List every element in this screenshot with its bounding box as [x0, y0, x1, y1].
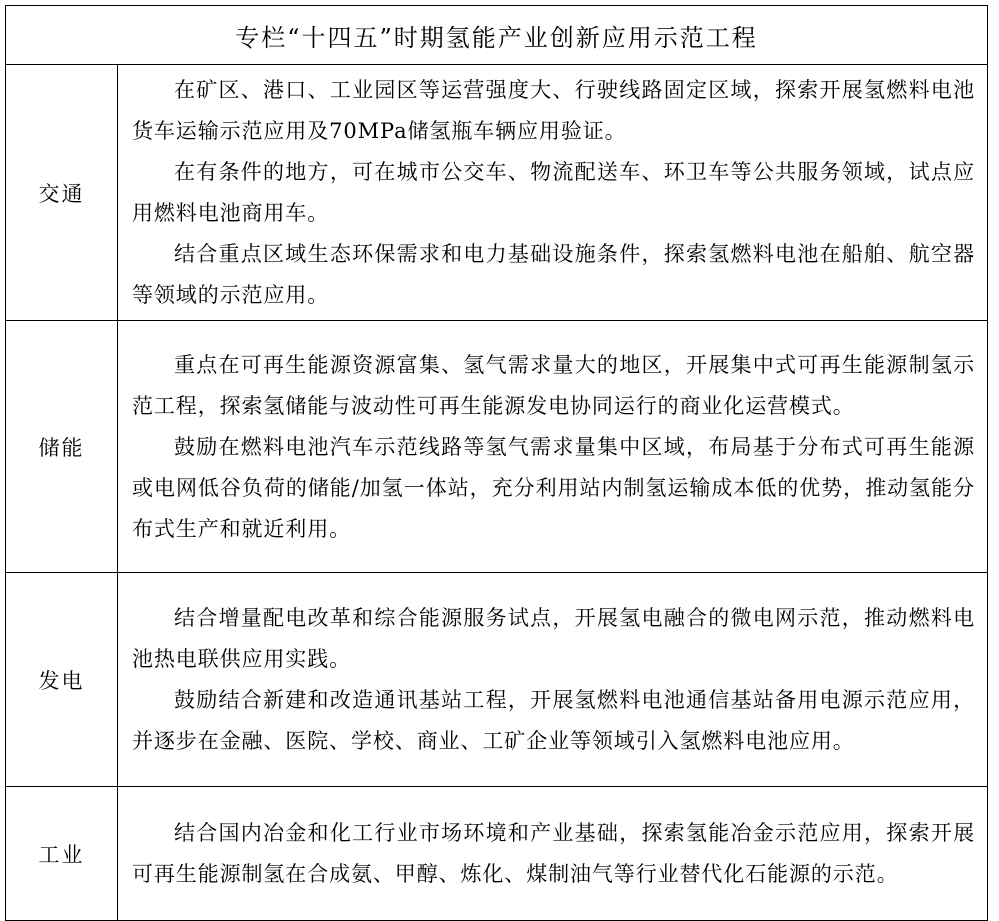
paragraph: 重点在可再生能源资源富集、氢气需求量大的地区，开展集中式可再生能源制氢示范工程，探索氢储能与波动性可再生能源发电协同运行的商业化运营模式。: [132, 352, 975, 418]
paragraph: 结合重点区域生态环保需求和电力基础设施条件，探索氢燃料电池在船舶、航空器等领域的示范应用。: [132, 242, 975, 307]
paragraph: 鼓励结合新建和改造通讯基站工程，开展氢燃料电池通信基站备用电源示范应用，并逐步在金融、医院、学校、商业、工矿企业等领域引入氢燃料电池应用。: [132, 688, 975, 753]
paragraph: 在有条件的地方，可在城市公交车、物流配送车、环卫车等公共服务领域，试点应用燃料电池商用车。: [132, 160, 975, 225]
category-power: 发电: [6, 573, 118, 787]
category-storage: 储能: [6, 321, 118, 573]
paragraph: 鼓励在燃料电池汽车示范线路等氢气需求量集中区域，布局基于分布式可再生能源或电网低谷负荷的储能/加氢一体站，充分利用站内制氢运输成本低的优势，推动氢能分布式生产和就近利用。: [132, 434, 975, 541]
table-row-transport: [6, 65, 988, 321]
content-storage: [118, 321, 988, 573]
table-row-power: [6, 573, 988, 787]
category-industry: 工业: [6, 787, 118, 921]
content-industry: [118, 787, 988, 921]
paragraph: 结合国内冶金和化工行业市场环境和产业基础，探索氢能冶金示范应用，探索开展可再生能源制氢在合成氨、甲醇、炼化、煤制油气等行业替代化石能源的示范。: [132, 821, 975, 886]
content-transport: [118, 65, 988, 321]
table-title: 专栏“十四五”时期氢能产业创新应用示范工程: [6, 6, 988, 65]
paragraph: 在矿区、港口、工业园区等运营强度大、行驶线路固定区域，探索开展氢燃料电池货车运输示范应用及70MPa储氢瓶车辆应用验证。: [132, 78, 975, 143]
program-table: [5, 5, 988, 921]
table-row-storage: [6, 321, 988, 573]
title-row: [6, 6, 988, 65]
table-row-industry: [6, 787, 988, 921]
category-transport: 交通: [6, 65, 118, 321]
paragraph: 结合增量配电改革和综合能源服务试点，开展氢电融合的微电网示范，推动燃料电池热电联供应用实践。: [132, 606, 975, 671]
content-power: [118, 573, 988, 787]
